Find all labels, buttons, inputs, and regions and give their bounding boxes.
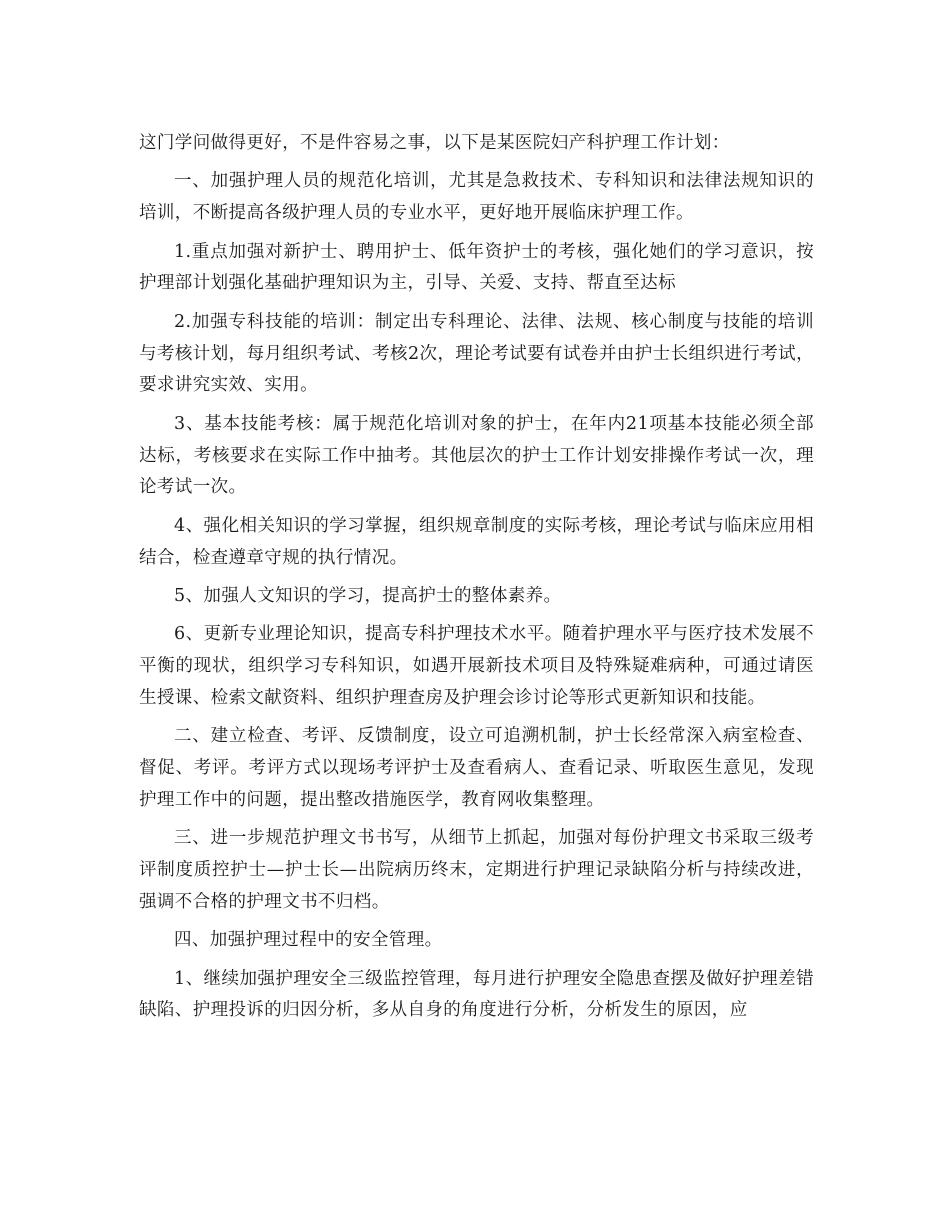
section-four-item-1-paragraph: 1、继续加强护理安全三级监控管理，每月进行护理安全隐患查摆及做好护理差错缺陷、护理投诉的归因分析，多从自身的角度进行分析，分析发生的原因，应	[139, 968, 814, 1021]
item-1-paragraph: 1.重点加强对新护士、聘用护士、低年资护士的考核，强化她们的学习意识，按护理部计划强化基础护理知识为主，引导、关爱、支持、帮直至达标	[139, 241, 814, 294]
item-3-paragraph: 3、基本技能考核：属于规范化培训对象的护士，在年内21项基本技能必须全部达标，考核要求在实际工作中抽考。其他层次的护士工作计划安排操作考试一次，理论考试一次。	[139, 413, 814, 498]
item-4-paragraph: 4、强化相关知识的学习掌握，组织规章制度的实际考核，理论考试与临床应用相结合，检查遵章守规的执行情况。	[139, 515, 814, 568]
section-four-heading-paragraph: 四、加强护理过程中的安全管理。	[174, 930, 443, 951]
intro-paragraph: 这门学问做得更好，不是件容易之事，以下是某医院妇产科护理工作计划：	[139, 133, 730, 153]
section-two-paragraph: 二、建立检查、考评、反馈制度，设立可追溯机制，护士长经常深入病室检查、督促、考评。考评方式以现场考评护士及查看病人、查看记录、听取医生意见，发现护理工作中的问题，提出整改措施医学，教育网收集整理。	[139, 726, 814, 810]
item-2-paragraph: 2.加强专科技能的培训：制定出专科理论、法律、法规、核心制度与技能的培训与考核计划，每月组织考试、考核2次，理论考试要有试卷并由护士长组织进行考试，要求讲究实效、实用。	[139, 311, 814, 396]
document-body	[139, 128, 814, 1034]
section-three-paragraph: 三、进一步规范护理文书书写，从细节上抓起，加强对每份护理文书采取三级考评制度质控护士—护士长—出院病历终末，定期进行护理记录缺陷分析与持续改进，强调不合格的护理文书不归档。	[139, 828, 814, 912]
item-5-paragraph: 5、加强人文知识的学习，提高护士的整体素养。	[174, 585, 562, 606]
section-one-heading-paragraph: 一、加强护理人员的规范化培训，尤其是急救技术、专科知识和法律法规知识的培训，不断提高各级护理人员的专业水平，更好地开展临床护理工作。	[139, 171, 814, 224]
item-6-paragraph: 6、更新专业理论知识，提高专科护理技术水平。随着护理水平与医疗技术发展不平衡的现状，组织学习专科知识，如遇开展新技术项目及特殊疑难病种，可通过请医生授课、检索文献资料、组织护理查房及护理会诊讨论等形式更新知识和技能。	[139, 624, 814, 708]
